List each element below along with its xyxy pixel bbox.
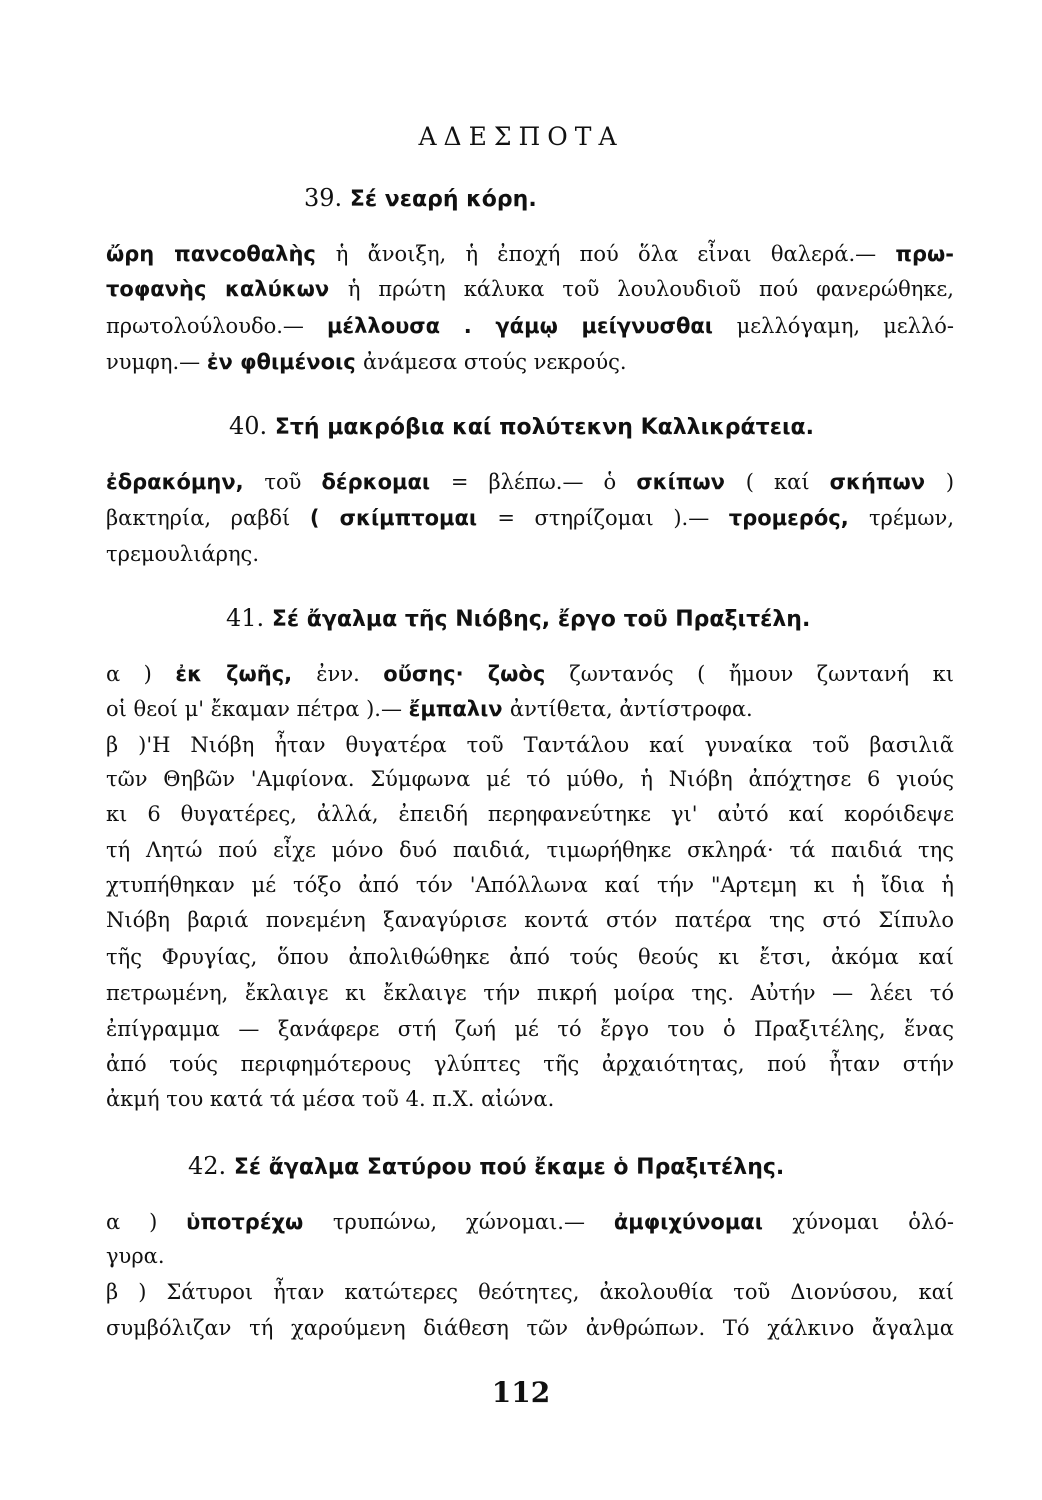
page-number: 112	[491, 1376, 551, 1409]
text-line	[106, 504, 954, 532]
gloss-text: ἐπίγραμμα — ξανάφερε στή ζωή μέ τό ἔργο του ὁ Πραξιτέλης, ἕνας	[106, 1017, 954, 1041]
gloss-text: ζωντανός ( ἤμουν ζωντανή κι	[569, 662, 954, 686]
gloss-text: )	[945, 470, 955, 494]
lemma-term: ( σκίμπτομαι	[309, 506, 498, 530]
gloss-text: τρέμων,	[868, 506, 954, 530]
lemma-term: τρομερός,	[728, 506, 869, 530]
text-line	[106, 1208, 954, 1236]
entry-title: Σέ ἄγαλμα Σατύρου πού ἔκαμε ὁ Πραξιτέλης.	[233, 1155, 785, 1180]
gloss-text: ἀκμή του κατά τά μέσα τοῦ 4. π.Χ. αἰώνα.	[106, 1087, 555, 1111]
gloss-text: ( καί	[745, 470, 830, 494]
gloss-text: τρυπώνω, χώνομαι.—	[332, 1210, 614, 1234]
gloss-text: οἱ θεοί μ' ἔκαμαν πέτρα ).—	[106, 697, 409, 721]
text-line	[106, 1242, 954, 1270]
gloss-text: β ) Σάτυροι ἦταν κατώτερες θεότητες, ἀκολουθία τοῦ Διονύσου, καί	[106, 1280, 954, 1304]
entry-number: 39.	[304, 184, 343, 212]
entry-heading	[229, 412, 814, 440]
text-line	[106, 731, 954, 759]
running-head: ΑΔΕΣΠΟΤΑ	[418, 122, 624, 151]
gloss-text: χτυπήθηκαν μέ τόξο ἀπό τόν 'Απόλλωνα καί τήν "Αρτεμη κι ἡ ἴδια ἡ	[106, 873, 954, 897]
gloss-text: τῆς Φρυγίας, ὅπου ἀπολιθώθηκε ἀπό τούς θεούς κι ἔτσι, ἀκόμα καί	[106, 945, 954, 969]
gloss-text: βακτηρία, ραβδί	[106, 506, 310, 530]
lemma-term: πρω-	[895, 242, 954, 266]
gloss-text: τρεμουλιάρης.	[106, 542, 259, 566]
text-line	[106, 906, 954, 934]
text-line	[106, 1015, 954, 1043]
text-line	[106, 979, 954, 1007]
lemma-term: σκήπων	[829, 470, 946, 494]
gloss-text: ἡ πρώτη κάλυκα τοῦ λουλουδιοῦ πού φανερώθηκε,	[347, 277, 954, 301]
lemma-term: τοφανὴς καλύκων	[106, 277, 348, 301]
entry-title: Σέ ἄγαλμα τῆς Νιόβης, ἔργο τοῦ Πραξιτέλη.	[271, 607, 811, 632]
text-line	[106, 660, 954, 688]
entry-number: 42.	[188, 1152, 227, 1180]
gloss-text: α )	[106, 662, 176, 686]
text-line	[106, 1278, 954, 1306]
text-line	[106, 312, 954, 340]
text-line	[106, 943, 954, 971]
text-line	[106, 1085, 954, 1113]
lemma-term: οὔσης· ζωὸς	[383, 662, 570, 686]
gloss-text: α )	[106, 1210, 187, 1234]
text-line	[106, 800, 954, 828]
gloss-text: Νιόβη βαριά πονεμένη ξαναγύρισε κοντά στόν πατέρα της στό Σίπυλο	[106, 908, 954, 932]
text-line	[106, 468, 954, 496]
gloss-text: τοῦ	[264, 470, 322, 494]
text-line	[106, 348, 954, 376]
gloss-text: ἀντίθετα, ἀντίστροφα.	[509, 697, 753, 721]
lemma-term: ἔμπαλιν	[408, 697, 510, 721]
lemma-term: ὤρη πανϲοθαλὴς	[106, 242, 336, 266]
gloss-text: χύνομαι ὁλό-	[792, 1210, 954, 1234]
text-line	[106, 275, 954, 303]
lemma-term: ὑποτρέχω	[186, 1210, 333, 1234]
gloss-text: μελλόγαμη, μελλό-	[736, 314, 954, 338]
gloss-text: γυρα.	[106, 1244, 165, 1268]
gloss-text: κι 6 θυγατέρες, ἀλλά, ἐπειδή περηφανεύτηκε γι' αὐτό καί κορόιδεψε	[106, 802, 954, 826]
text-line	[106, 1050, 954, 1078]
gloss-text: ἀνάμεσα στούς νεκρούς.	[363, 350, 627, 374]
gloss-text: νυμφη.—	[106, 350, 207, 374]
text-line	[106, 871, 954, 899]
text-line	[106, 240, 954, 268]
gloss-text: β )'Η Νιόβη ἦταν θυγατέρα τοῦ Ταντάλου καί γυναίκα τοῦ βασιλιᾶ	[106, 733, 954, 757]
lemma-term: σκίπων	[636, 470, 746, 494]
lemma-term: μέλλουσα . γάμῳ μείγνυσθαι	[326, 314, 737, 338]
gloss-text: πρωτολούλουδο.—	[106, 314, 327, 338]
text-line	[106, 695, 954, 723]
gloss-text: ἡ ἄνοιξη, ἡ ἐποχή πού ὅλα εἶναι θαλερά.—	[335, 242, 896, 266]
gloss-text: ἐνν.	[316, 662, 384, 686]
text-line	[106, 1314, 954, 1342]
entry-number: 40.	[229, 412, 268, 440]
gloss-text: τή Λητώ πού εἶχε μόνο δυό παιδιά, τιμωρήθηκε σκληρά· τά παιδιά της	[106, 838, 954, 862]
lemma-term: ἐδρακόμην,	[106, 470, 265, 494]
lemma-term: δέρκομαι	[321, 470, 451, 494]
entry-heading	[304, 184, 537, 212]
entry-heading	[188, 1152, 784, 1180]
entry-number: 41.	[226, 604, 265, 632]
entry-heading	[226, 604, 810, 632]
gloss-text: τῶν Θηβῶν 'Αμφίονα. Σύμφωνα μέ τό μύθο, ἡ Νιόβη ἀπόχτησε 6 γιούς	[106, 767, 954, 791]
lemma-term: ἐκ ζωῆς,	[175, 662, 317, 686]
lemma-term: ἐν φθιμένοις	[206, 350, 363, 374]
text-line	[106, 540, 954, 568]
text-line	[106, 836, 954, 864]
entry-title: Στή μακρόβια καί πολύτεκνη Καλλικράτεια.	[274, 415, 814, 440]
gloss-text: = στηρίζομαι ).—	[497, 506, 729, 530]
text-line	[106, 765, 954, 793]
lemma-term: ἀμφιχύνομαι	[613, 1210, 793, 1234]
gloss-text: ἀπό τούς περιφημότερους γλύπτες τῆς ἀρχαιότητας, πού ἦταν στήν	[106, 1052, 954, 1076]
gloss-text: πετρωμένη, ἔκλαιγε κι ἔκλαιγε τήν πικρή μοίρα της. Αὐτήν — λέει τό	[106, 981, 954, 1005]
entry-title: Σέ νεαρή κόρη.	[349, 187, 537, 212]
gloss-text: = βλέπω.— ὁ	[450, 470, 637, 494]
gloss-text: συμβόλιζαν τή χαρούμενη διάθεση τῶν ἀνθρώπων. Τό χάλκινο ἄγαλμα	[106, 1316, 954, 1340]
